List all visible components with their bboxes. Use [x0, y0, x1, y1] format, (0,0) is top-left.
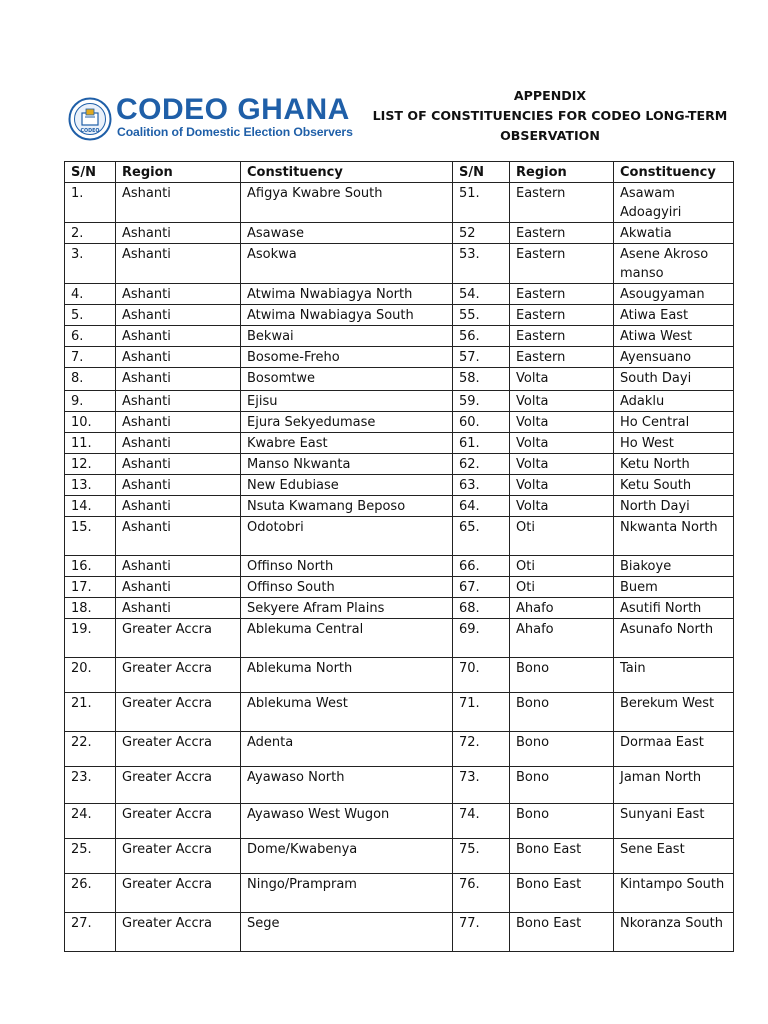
table-row — [65, 347, 734, 368]
codeo-logo — [68, 93, 353, 145]
table-row — [65, 284, 734, 305]
table-row — [65, 454, 734, 475]
logo-name: CODEO GHANA — [116, 93, 350, 126]
region-cell: Bono — [510, 658, 614, 693]
sn-cell: 10. — [65, 412, 116, 433]
table-row — [65, 305, 734, 326]
sn-cell: 26. — [65, 874, 116, 913]
sn-cell: 66. — [453, 556, 510, 577]
region-cell: Ashanti — [116, 412, 241, 433]
header-region-right: Region — [510, 162, 614, 183]
constituency-cell: Offinso North — [241, 556, 453, 577]
sn-cell: 4. — [65, 284, 116, 305]
heading-line-2: LIST OF CONSTITUENCIES FOR CODEO LONG-TERM — [372, 108, 728, 123]
sn-cell: 63. — [453, 475, 510, 496]
table-row — [65, 732, 734, 767]
region-cell: Eastern — [510, 183, 614, 223]
region-cell: Volta — [510, 454, 614, 475]
table-row — [65, 433, 734, 454]
table-row — [65, 368, 734, 391]
constituency-cell: Asene Akroso manso — [614, 244, 734, 284]
region-cell: Oti — [510, 556, 614, 577]
region-cell: Greater Accra — [116, 839, 241, 874]
region-cell: Ashanti — [116, 368, 241, 391]
sn-cell: 71. — [453, 693, 510, 732]
sn-cell: 68. — [453, 598, 510, 619]
region-cell: Greater Accra — [116, 767, 241, 804]
constituency-cell: Atwima Nwabiagya North — [241, 284, 453, 305]
region-cell: Greater Accra — [116, 874, 241, 913]
sn-cell: 57. — [453, 347, 510, 368]
region-cell: Ashanti — [116, 496, 241, 517]
region-cell: Ashanti — [116, 517, 241, 556]
sn-cell: 19. — [65, 619, 116, 658]
constituency-table — [64, 161, 734, 952]
table-row — [65, 577, 734, 598]
sn-cell: 9. — [65, 391, 116, 412]
constituency-cell: Offinso South — [241, 577, 453, 598]
constituency-cell: Ho Central — [614, 412, 734, 433]
region-cell: Ashanti — [116, 433, 241, 454]
table-row — [65, 517, 734, 556]
table-row — [65, 475, 734, 496]
sn-cell: 24. — [65, 804, 116, 839]
constituency-cell: Dome/Kwabenya — [241, 839, 453, 874]
constituency-cell: Kwabre East — [241, 433, 453, 454]
region-cell: Oti — [510, 577, 614, 598]
constituency-cell: Ketu North — [614, 454, 734, 475]
constituency-cell: Ningo/Prampram — [241, 874, 453, 913]
region-cell: Ashanti — [116, 475, 241, 496]
constituency-cell: Asokwa — [241, 244, 453, 284]
table-row — [65, 598, 734, 619]
region-cell: Ashanti — [116, 556, 241, 577]
sn-cell: 73. — [453, 767, 510, 804]
constituency-cell: Bosomtwe — [241, 368, 453, 391]
region-cell: Eastern — [510, 326, 614, 347]
region-cell: Volta — [510, 496, 614, 517]
sn-cell: 69. — [453, 619, 510, 658]
constituency-cell: Buem — [614, 577, 734, 598]
sn-cell: 25. — [65, 839, 116, 874]
region-cell: Ahafo — [510, 619, 614, 658]
constituency-cell: Ayensuano — [614, 347, 734, 368]
region-cell: Bono — [510, 767, 614, 804]
constituency-cell: Adaklu — [614, 391, 734, 412]
constituency-cell: New Edubiase — [241, 475, 453, 496]
constituency-cell: Tain — [614, 658, 734, 693]
sn-cell: 15. — [65, 517, 116, 556]
table-row — [65, 658, 734, 693]
sn-cell: 62. — [453, 454, 510, 475]
sn-cell: 16. — [65, 556, 116, 577]
constituency-cell: Kintampo South — [614, 874, 734, 913]
sn-cell: 27. — [65, 913, 116, 952]
region-cell: Ashanti — [116, 183, 241, 223]
constituency-cell: Asougyaman — [614, 284, 734, 305]
table-row — [65, 804, 734, 839]
logo-tagline: Coalition of Domestic Election Observers — [117, 125, 353, 139]
sn-cell: 5. — [65, 305, 116, 326]
constituency-cell: Asawam Adoagyiri — [614, 183, 734, 223]
table-row — [65, 619, 734, 658]
sn-cell: 67. — [453, 577, 510, 598]
sn-cell: 60. — [453, 412, 510, 433]
region-cell: Ahafo — [510, 598, 614, 619]
constituency-cell: Ketu South — [614, 475, 734, 496]
codeo-seal-icon — [68, 97, 112, 141]
region-cell: Volta — [510, 433, 614, 454]
sn-cell: 54. — [453, 284, 510, 305]
constituency-cell: Ayawaso North — [241, 767, 453, 804]
sn-cell: 11. — [65, 433, 116, 454]
heading-line-3: OBSERVATION — [500, 128, 600, 143]
table-row — [65, 767, 734, 804]
sn-cell: 21. — [65, 693, 116, 732]
region-cell: Volta — [510, 475, 614, 496]
sn-cell: 61. — [453, 433, 510, 454]
header-constituency-left: Constituency — [241, 162, 453, 183]
region-cell: Ashanti — [116, 577, 241, 598]
sn-cell: 59. — [453, 391, 510, 412]
constituency-cell: Berekum West — [614, 693, 734, 732]
region-cell: Eastern — [510, 223, 614, 244]
region-cell: Bono — [510, 804, 614, 839]
constituency-cell: Jaman North — [614, 767, 734, 804]
constituency-cell: Manso Nkwanta — [241, 454, 453, 475]
header-sn-left: S/N — [65, 162, 116, 183]
region-cell: Volta — [510, 368, 614, 391]
sn-cell: 1. — [65, 183, 116, 223]
constituency-cell: Atiwa East — [614, 305, 734, 326]
table-row — [65, 913, 734, 952]
sn-cell: 65. — [453, 517, 510, 556]
constituency-cell: Adenta — [241, 732, 453, 767]
constituency-cell: Dormaa East — [614, 732, 734, 767]
region-cell: Oti — [510, 517, 614, 556]
table-row — [65, 693, 734, 732]
table-header-row — [65, 162, 734, 183]
sn-cell: 76. — [453, 874, 510, 913]
constituency-cell: Atwima Nwabiagya South — [241, 305, 453, 326]
sn-cell: 58. — [453, 368, 510, 391]
region-cell: Eastern — [510, 347, 614, 368]
sn-cell: 13. — [65, 475, 116, 496]
constituency-cell: Ablekuma Central — [241, 619, 453, 658]
table-row — [65, 496, 734, 517]
region-cell: Bono East — [510, 839, 614, 874]
sn-cell: 56. — [453, 326, 510, 347]
constituency-cell: Asawase — [241, 223, 453, 244]
sn-cell: 2. — [65, 223, 116, 244]
sn-cell: 75. — [453, 839, 510, 874]
sn-cell: 22. — [65, 732, 116, 767]
region-cell: Bono — [510, 693, 614, 732]
constituency-cell: Ayawaso West Wugon — [241, 804, 453, 839]
constituency-cell: Nkwanta North — [614, 517, 734, 556]
sn-cell: 52 — [453, 223, 510, 244]
region-cell: Eastern — [510, 305, 614, 326]
region-cell: Greater Accra — [116, 658, 241, 693]
constituency-cell: Atiwa West — [614, 326, 734, 347]
table-body — [65, 183, 734, 952]
sn-cell: 8. — [65, 368, 116, 391]
sn-cell: 77. — [453, 913, 510, 952]
sn-cell: 72. — [453, 732, 510, 767]
region-cell: Ashanti — [116, 347, 241, 368]
region-cell: Eastern — [510, 244, 614, 284]
region-cell: Ashanti — [116, 391, 241, 412]
region-cell: Ashanti — [116, 326, 241, 347]
svg-text:CODEO: CODEO — [80, 129, 100, 134]
constituency-cell: Sege — [241, 913, 453, 952]
sn-cell: 55. — [453, 305, 510, 326]
table-row — [65, 839, 734, 874]
constituency-cell: Sunyani East — [614, 804, 734, 839]
sn-cell: 7. — [65, 347, 116, 368]
region-cell: Bono East — [510, 913, 614, 952]
constituency-cell: Nkoranza South — [614, 913, 734, 952]
constituency-cell: North Dayi — [614, 496, 734, 517]
region-cell: Eastern — [510, 284, 614, 305]
table-row — [65, 556, 734, 577]
constituency-cell: Asunafo North — [614, 619, 734, 658]
region-cell: Ashanti — [116, 223, 241, 244]
constituency-cell: Bekwai — [241, 326, 453, 347]
header-region-left: Region — [116, 162, 241, 183]
header-sn-right: S/N — [453, 162, 510, 183]
table-row — [65, 244, 734, 284]
table-row — [65, 391, 734, 412]
header-constituency-right: Constituency — [614, 162, 734, 183]
region-cell: Volta — [510, 391, 614, 412]
constituency-cell: Ejura Sekyedumase — [241, 412, 453, 433]
sn-cell: 20. — [65, 658, 116, 693]
table-row — [65, 874, 734, 913]
table-row — [65, 412, 734, 433]
sn-cell: 53. — [453, 244, 510, 284]
constituency-cell: Bosome-Freho — [241, 347, 453, 368]
constituency-cell: Ablekuma North — [241, 658, 453, 693]
sn-cell: 74. — [453, 804, 510, 839]
sn-cell: 51. — [453, 183, 510, 223]
table-row — [65, 326, 734, 347]
region-cell: Bono East — [510, 874, 614, 913]
region-cell: Greater Accra — [116, 619, 241, 658]
constituency-cell: Odotobri — [241, 517, 453, 556]
constituency-cell: Akwatia — [614, 223, 734, 244]
sn-cell: 12. — [65, 454, 116, 475]
region-cell: Ashanti — [116, 598, 241, 619]
region-cell: Ashanti — [116, 305, 241, 326]
constituency-cell: Sekyere Afram Plains — [241, 598, 453, 619]
constituency-cell: Asutifi North — [614, 598, 734, 619]
constituency-cell: Ejisu — [241, 391, 453, 412]
table-row — [65, 223, 734, 244]
constituency-cell: South Dayi — [614, 368, 734, 391]
region-cell: Bono — [510, 732, 614, 767]
sn-cell: 64. — [453, 496, 510, 517]
heading-line-1: APPENDIX — [513, 88, 587, 103]
constituency-cell: Biakoye — [614, 556, 734, 577]
constituency-cell: Nsuta Kwamang Beposo — [241, 496, 453, 517]
constituency-cell: Afigya Kwabre South — [241, 183, 453, 223]
constituency-cell: Ho West — [614, 433, 734, 454]
document-heading — [340, 86, 760, 146]
region-cell: Greater Accra — [116, 693, 241, 732]
sn-cell: 23. — [65, 767, 116, 804]
region-cell: Volta — [510, 412, 614, 433]
table-row — [65, 183, 734, 223]
region-cell: Greater Accra — [116, 804, 241, 839]
region-cell: Ashanti — [116, 454, 241, 475]
region-cell: Ashanti — [116, 244, 241, 284]
sn-cell: 70. — [453, 658, 510, 693]
sn-cell: 17. — [65, 577, 116, 598]
constituency-cell: Ablekuma West — [241, 693, 453, 732]
sn-cell: 18. — [65, 598, 116, 619]
sn-cell: 3. — [65, 244, 116, 284]
sn-cell: 6. — [65, 326, 116, 347]
sn-cell: 14. — [65, 496, 116, 517]
region-cell: Greater Accra — [116, 732, 241, 767]
constituency-cell: Sene East — [614, 839, 734, 874]
region-cell: Greater Accra — [116, 913, 241, 952]
region-cell: Ashanti — [116, 284, 241, 305]
